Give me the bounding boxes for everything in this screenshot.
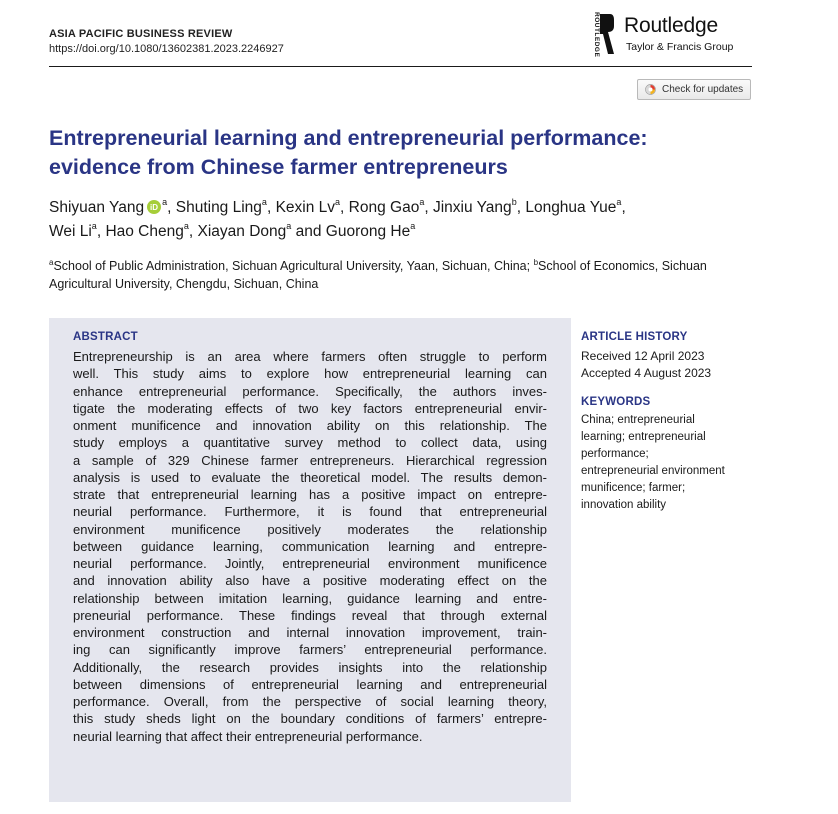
abstract-line: neurial learning that affect their entrepreneurial performance. xyxy=(73,728,423,744)
affiliation-b-mark: b xyxy=(533,258,539,267)
journal-name: ASIA PACIFIC BUSINESS REVIEW xyxy=(49,28,233,40)
author-name[interactable]: Wei Li xyxy=(49,223,92,240)
abstract-line: well. This study aims to explore how entrepreneurial learning can xyxy=(73,366,547,382)
abstract-line: performance. Overall, from the perspective of social learning theory, xyxy=(73,694,547,709)
abstract-text xyxy=(73,348,547,745)
affiliation-mark: b xyxy=(511,197,517,207)
abstract-line: Additionally, the research provides insights into the relationship xyxy=(73,659,547,675)
publisher-group: Taylor & Francis Group xyxy=(626,41,734,53)
publisher-logo[interactable] xyxy=(588,8,758,60)
abstract-line: and innovation ability also have a positive moderating effect on the xyxy=(73,573,547,589)
keyword-line: performance; xyxy=(581,448,649,460)
affiliation-mark: a xyxy=(410,221,416,231)
affiliation-a: School of Public Administration, Sichuan Agricultural University, Yaan, Sichuan, China; xyxy=(53,259,531,273)
abstract-line: environment munificence positively moderates the relationship xyxy=(73,521,547,537)
author-name[interactable]: Shuting Ling xyxy=(175,199,262,216)
author-name[interactable]: Hao Cheng xyxy=(105,223,184,240)
check-for-updates-button[interactable] xyxy=(637,79,751,100)
abstract-line: environment construction and internal innovation improvement, train- xyxy=(73,625,547,640)
journal-header xyxy=(49,27,284,57)
author-list: Shiyuan Yang iD $^a$, Shuting Ling$^a$, Kexin Lv$^a$, Rong Gao$^a$, Jinxiu Yang$^b$, Longhua Yue$^a$, Wei Li$^a$, Hao Cheng$^a$, Xiayan Dong$^a$ and Guorong He$^a$ xyxy=(49,197,626,240)
affiliation-b: School of Economics, Sichuan Agricultural University, Chengdu, Sichuan, China xyxy=(49,259,707,291)
affiliation-a-mark: a xyxy=(49,258,54,267)
title-line-1: Entrepreneurial learning and entrepreneurial performance: xyxy=(49,126,648,150)
author-name[interactable]: Jinxiu Yang xyxy=(432,199,512,216)
affiliation-mark: a xyxy=(286,221,292,231)
abstract-line: a sample of 329 Chinese farmer entrepreneurs. Hierarchical regression xyxy=(73,452,547,468)
abstract-line: analysis is used to evaluate the theoretical model. The results demon- xyxy=(73,469,547,485)
abstract-line: Entrepreneurship is an area where farmers often struggle to perform xyxy=(73,349,547,364)
publisher-name: Routledge xyxy=(624,14,718,37)
check-for-updates-label: Check for updates xyxy=(662,84,744,95)
affiliation-mark: a xyxy=(91,221,97,231)
abstract-line: ing can significantly improve farmers’ entrepreneurial performance. xyxy=(73,642,547,658)
abstract-line: tigate the moderating effects of two key factors entrepreneurial envir- xyxy=(73,400,547,416)
affiliation-mark: a xyxy=(419,197,425,207)
abstract-line: between guidance learning, communication learning and entrepre- xyxy=(73,538,547,554)
crossmark-icon xyxy=(645,84,656,95)
keyword-line: learning; entrepreneurial xyxy=(581,431,706,443)
abstract-line: relationship between imitation learning, guidance learning and entre- xyxy=(73,590,547,606)
affiliation-mark: a xyxy=(261,197,267,207)
article-title xyxy=(49,124,769,182)
abstract-line: onment munificence and innovation ability on this relationship. The xyxy=(73,418,547,433)
affiliations xyxy=(49,257,739,293)
abstract-line: neurial performance. Jointly, entrepreneurial environment munificence xyxy=(73,556,547,571)
doi-link[interactable]: https://doi.org/10.1080/13602381.2023.2246927 xyxy=(49,43,284,55)
abstract-line: preneurial performance. These findings reveal that through external xyxy=(73,607,547,623)
abstract-line: this study sheds light on the boundary conditions of farmers’ entrepre- xyxy=(73,711,547,727)
affiliation-mark: a xyxy=(183,221,189,231)
abstract-heading: ABSTRACT xyxy=(73,331,138,343)
received-date: Received 12 April 2023 xyxy=(581,349,705,363)
author-name[interactable]: Rong Gao xyxy=(348,199,420,216)
abstract-line: neurial performance. Furthermore, it is found that entrepreneurial xyxy=(73,504,547,520)
keyword-line: munificence; farmer; xyxy=(581,482,686,494)
affiliation-mark: a xyxy=(335,197,341,207)
abstract-line: study employs a quantitative survey method to collect data, using xyxy=(73,435,547,451)
publisher-vertical-mark xyxy=(591,12,599,56)
svg-text:iD: iD xyxy=(150,203,159,213)
abstract-line: between dimensions of entrepreneurial learning and entrepreneurial xyxy=(73,676,547,692)
abstract-line: strate that entrepreneurial learning has a positive impact on entrepre- xyxy=(73,487,547,502)
keyword-line: entrepreneurial environment xyxy=(581,465,725,477)
author-name[interactable]: Xiayan Dong xyxy=(197,223,287,240)
author-name[interactable]: Shiyuan Yang xyxy=(49,199,145,216)
author-name[interactable]: Guorong He xyxy=(325,223,411,240)
article-history-heading: ARTICLE HISTORY xyxy=(581,331,688,343)
title-line-2: evidence from Chinese farmer entrepreneurs xyxy=(49,155,508,179)
affiliation-mark: a xyxy=(616,197,622,207)
authors-conjunction: and xyxy=(295,223,322,240)
accepted-date: Accepted 4 August 2023 xyxy=(581,366,712,380)
publisher-mark-text: ROUTLEDGE xyxy=(593,12,600,58)
orcid-icon[interactable] xyxy=(147,200,161,214)
author-name[interactable]: Kexin Lv xyxy=(275,199,336,216)
keywords-list xyxy=(581,412,761,514)
keyword-line: China; entrepreneurial xyxy=(581,414,695,426)
author-name[interactable]: Longhua Yue xyxy=(525,199,617,216)
affiliation-mark: a xyxy=(162,197,168,207)
header-divider xyxy=(49,66,752,67)
keyword-line: innovation ability xyxy=(581,499,667,511)
abstract-line: enhance entrepreneurial performance. Specifically, the authors inves- xyxy=(73,383,547,399)
keywords-heading: KEYWORDS xyxy=(581,396,651,408)
